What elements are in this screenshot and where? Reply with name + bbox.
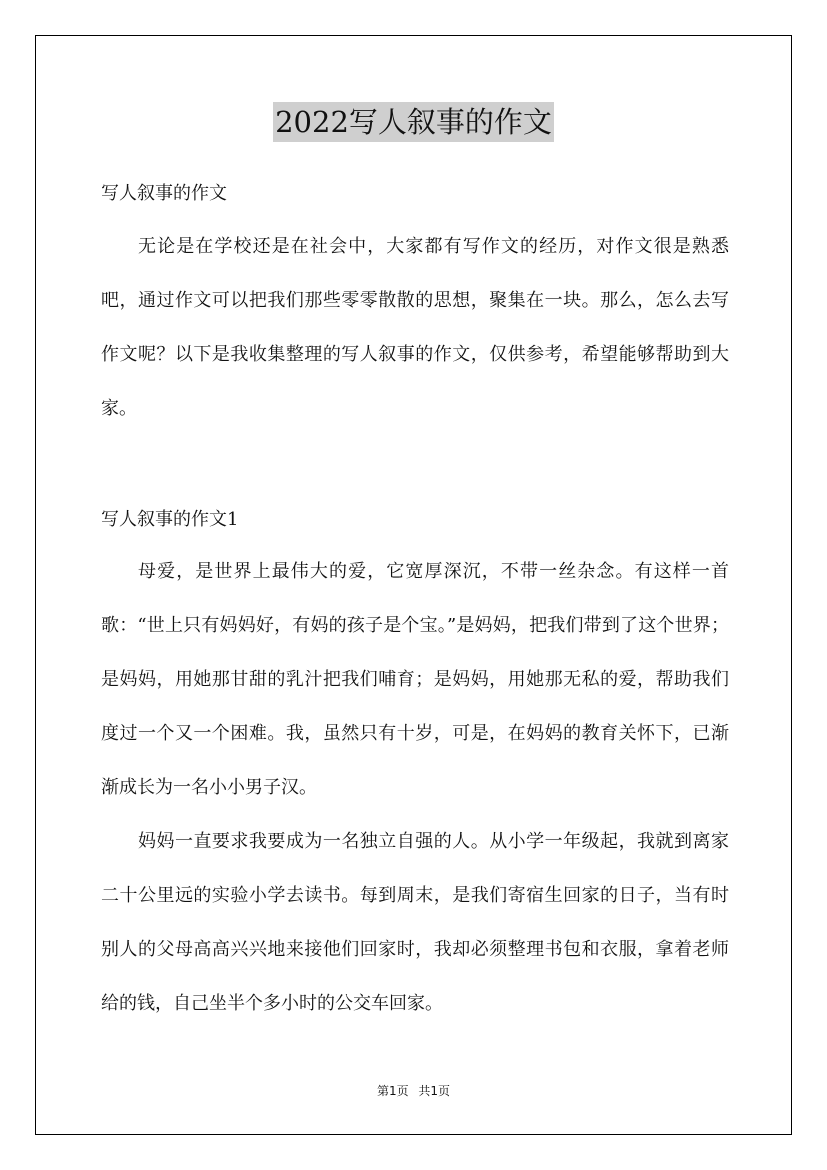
page-total: 共1页 [418, 1084, 451, 1098]
page-footer [0, 1083, 827, 1099]
body-paragraph-1: 母爱，是世界上最伟大的爱，它宽厚深沉，不带一丝杂念。有这样一首歌：“世上只有妈妈好，有妈的孩子是个宝。”是妈妈，把我们带到了这个世界；是妈妈，用她那甘甜的乳汁把我们哺育；是妈妈，用她那无私的爱，帮助我们度过一个又一个困难。我，虽然只有十岁，可是，在妈妈的教育关怀下，已渐渐成长为一名小小男子汉。 [101, 561, 729, 798]
document-title-block [0, 102, 827, 142]
page-number: 第1页 [376, 1084, 409, 1098]
intro-paragraph: 无论是在学校还是在社会中，大家都有写作文的经历，对作文很是熟悉吧，通过作文可以把我们那些零零散散的思想，聚集在一块。那么，怎么去写作文呢？以下是我收集整理的写人叙事的作文，仅供参考，希望能够帮助到大家。 [101, 236, 729, 419]
intro-heading: 写人叙事的作文 [101, 183, 227, 204]
document-title[interactable]: 2022写人叙事的作文 [273, 102, 554, 142]
section-heading: 写人叙事的作文1 [101, 509, 239, 530]
body-paragraph-2: 妈妈一直要求我要成为一名独立自强的人。从小学一年级起，我就到离家二十公里远的实验小学去读书。每到周末，是我们寄宿生回家的日子，当有时别人的父母高高兴兴地来接他们回家时，我却必须整理书包和衣服，拿着老师给的钱，自己坐半个多小时的公交车回家。 [101, 831, 729, 1014]
